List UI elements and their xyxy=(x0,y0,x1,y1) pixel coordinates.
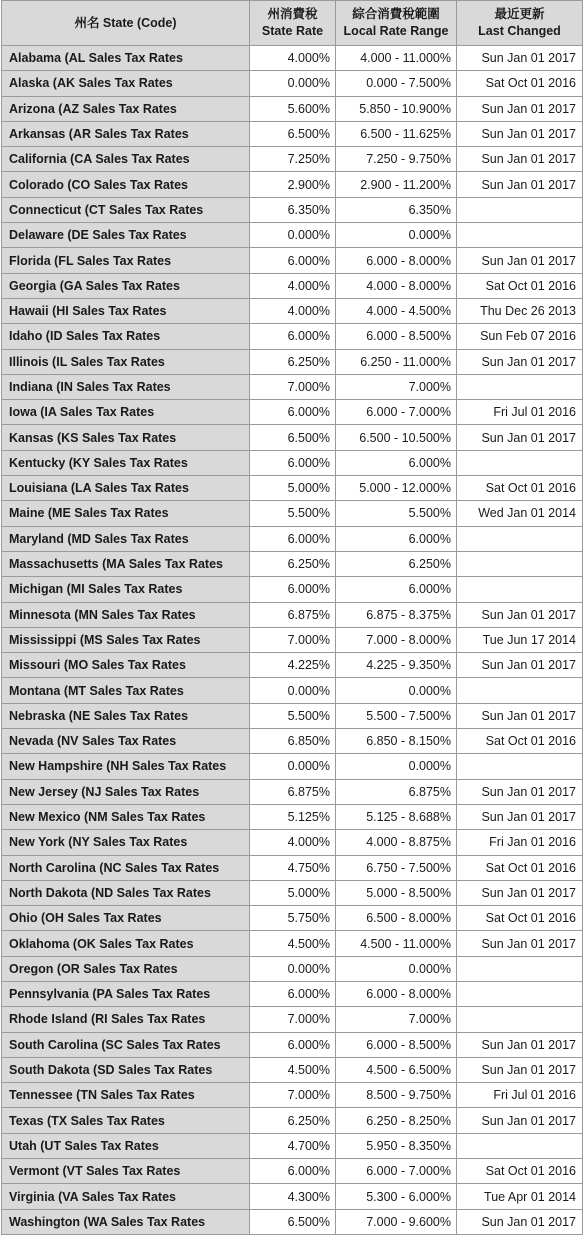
local-rate-range-cell: 7.250 - 9.750% xyxy=(336,147,457,172)
table-row xyxy=(2,248,583,273)
state-rate-cell: 4.700% xyxy=(250,1133,336,1158)
state-rate-cell: 6.350% xyxy=(250,197,336,222)
last-changed-cell: Sat Oct 01 2016 xyxy=(457,273,583,298)
last-changed-cell xyxy=(457,450,583,475)
table-row xyxy=(2,1057,583,1082)
last-changed-cell: Sun Jan 01 2017 xyxy=(457,804,583,829)
local-rate-range-cell: 2.900 - 11.200% xyxy=(336,172,457,197)
local-rate-range-cell: 6.875% xyxy=(336,779,457,804)
table-row xyxy=(2,906,583,931)
state-rate-cell: 0.000% xyxy=(250,223,336,248)
state-name-cell: Florida (FL Sales Tax Rates xyxy=(2,248,250,273)
local-rate-range-cell: 6.350% xyxy=(336,197,457,222)
local-rate-range-cell: 6.850 - 8.150% xyxy=(336,729,457,754)
table-row xyxy=(2,804,583,829)
state-name-cell: Colorado (CO Sales Tax Rates xyxy=(2,172,250,197)
state-rate-cell: 6.850% xyxy=(250,729,336,754)
state-name-cell: Montana (MT Sales Tax Rates xyxy=(2,678,250,703)
last-changed-cell: Thu Dec 26 2013 xyxy=(457,298,583,323)
last-changed-cell: Sun Jan 01 2017 xyxy=(457,425,583,450)
table-row xyxy=(2,1133,583,1158)
local-rate-range-cell: 4.000 - 11.000% xyxy=(336,46,457,71)
local-rate-range-cell: 5.125 - 8.688% xyxy=(336,804,457,829)
state-rate-cell: 4.300% xyxy=(250,1184,336,1209)
last-changed-cell: Sat Oct 01 2016 xyxy=(457,476,583,501)
local-rate-range-cell: 6.000% xyxy=(336,450,457,475)
local-rate-range-cell: 6.000% xyxy=(336,577,457,602)
state-name-cell: Virginia (VA Sales Tax Rates xyxy=(2,1184,250,1209)
last-changed-cell: Sat Oct 01 2016 xyxy=(457,71,583,96)
state-rate-cell: 6.000% xyxy=(250,248,336,273)
table-row xyxy=(2,374,583,399)
table-row xyxy=(2,298,583,323)
state-name-cell: Massachusetts (MA Sales Tax Rates xyxy=(2,551,250,576)
state-name-cell: Mississippi (MS Sales Tax Rates xyxy=(2,627,250,652)
table-row xyxy=(2,830,583,855)
last-changed-cell: Sun Jan 01 2017 xyxy=(457,1209,583,1234)
last-changed-cell xyxy=(457,956,583,981)
table-row xyxy=(2,577,583,602)
state-rate-cell: 5.000% xyxy=(250,880,336,905)
state-rate-cell: 7.000% xyxy=(250,1007,336,1032)
state-name-cell: Michigan (MI Sales Tax Rates xyxy=(2,577,250,602)
state-name-cell: Georgia (GA Sales Tax Rates xyxy=(2,273,250,298)
last-changed-cell xyxy=(457,981,583,1006)
state-rate-cell: 0.000% xyxy=(250,754,336,779)
local-rate-range-cell: 7.000% xyxy=(336,374,457,399)
state-rate-cell: 6.250% xyxy=(250,1108,336,1133)
state-name-cell: Oklahoma (OK Sales Tax Rates xyxy=(2,931,250,956)
table-row xyxy=(2,855,583,880)
state-rate-cell: 7.250% xyxy=(250,147,336,172)
local-rate-range-cell: 0.000% xyxy=(336,754,457,779)
table-row xyxy=(2,729,583,754)
state-rate-cell: 7.000% xyxy=(250,1083,336,1108)
local-rate-range-cell: 4.000 - 4.500% xyxy=(336,298,457,323)
state-name-cell: Iowa (IA Sales Tax Rates xyxy=(2,400,250,425)
state-name-cell: Illinois (IL Sales Tax Rates xyxy=(2,349,250,374)
local-rate-range-cell: 6.250 - 8.250% xyxy=(336,1108,457,1133)
table-row xyxy=(2,450,583,475)
local-rate-range-cell: 6.000 - 8.000% xyxy=(336,248,457,273)
local-rate-range-cell: 7.000% xyxy=(336,1007,457,1032)
last-changed-cell: Wed Jan 01 2014 xyxy=(457,501,583,526)
state-name-cell: South Dakota (SD Sales Tax Rates xyxy=(2,1057,250,1082)
local-rate-range-cell: 5.500% xyxy=(336,501,457,526)
state-rate-cell: 6.000% xyxy=(250,577,336,602)
state-rate-cell: 6.000% xyxy=(250,981,336,1006)
state-name-cell: North Dakota (ND Sales Tax Rates xyxy=(2,880,250,905)
table-row xyxy=(2,71,583,96)
state-rate-cell: 6.500% xyxy=(250,121,336,146)
state-rate-cell: 0.000% xyxy=(250,71,336,96)
state-rate-cell: 4.225% xyxy=(250,653,336,678)
local-rate-range-cell: 5.000 - 8.500% xyxy=(336,880,457,905)
state-rate-cell: 6.000% xyxy=(250,1032,336,1057)
last-changed-cell: Sun Jan 01 2017 xyxy=(457,653,583,678)
state-rate-cell: 4.000% xyxy=(250,46,336,71)
local-rate-range-cell: 0.000% xyxy=(336,678,457,703)
state-name-cell: New Jersey (NJ Sales Tax Rates xyxy=(2,779,250,804)
local-rate-range-cell: 6.000 - 8.000% xyxy=(336,981,457,1006)
state-rate-cell: 4.500% xyxy=(250,931,336,956)
table-row xyxy=(2,931,583,956)
last-changed-cell: Sun Jan 01 2017 xyxy=(457,602,583,627)
last-changed-cell: Sun Feb 07 2016 xyxy=(457,324,583,349)
last-changed-cell: Sun Jan 01 2017 xyxy=(457,1057,583,1082)
state-rate-cell: 5.125% xyxy=(250,804,336,829)
state-rate-cell: 5.500% xyxy=(250,703,336,728)
state-rate-cell: 0.000% xyxy=(250,956,336,981)
local-rate-range-cell: 5.950 - 8.350% xyxy=(336,1133,457,1158)
state-rate-cell: 6.000% xyxy=(250,450,336,475)
state-rate-cell: 6.875% xyxy=(250,779,336,804)
last-changed-cell: Sun Jan 01 2017 xyxy=(457,46,583,71)
state-name-cell: North Carolina (NC Sales Tax Rates xyxy=(2,855,250,880)
state-name-cell: Nevada (NV Sales Tax Rates xyxy=(2,729,250,754)
state-name-cell: South Carolina (SC Sales Tax Rates xyxy=(2,1032,250,1057)
local-rate-range-cell: 6.750 - 7.500% xyxy=(336,855,457,880)
last-changed-cell xyxy=(457,1007,583,1032)
local-rate-range-cell: 8.500 - 9.750% xyxy=(336,1083,457,1108)
state-name-cell: Ohio (OH Sales Tax Rates xyxy=(2,906,250,931)
last-changed-cell: Sun Jan 01 2017 xyxy=(457,1032,583,1057)
state-rate-cell: 6.250% xyxy=(250,349,336,374)
table-row xyxy=(2,425,583,450)
table-row xyxy=(2,1007,583,1032)
local-rate-range-cell: 5.850 - 10.900% xyxy=(336,96,457,121)
table-row xyxy=(2,46,583,71)
table-row xyxy=(2,627,583,652)
local-rate-range-cell: 6.000 - 7.000% xyxy=(336,400,457,425)
last-changed-cell xyxy=(457,374,583,399)
state-name-cell: Hawaii (HI Sales Tax Rates xyxy=(2,298,250,323)
last-changed-cell: Fri Jul 01 2016 xyxy=(457,400,583,425)
local-rate-range-cell: 7.000 - 9.600% xyxy=(336,1209,457,1234)
local-rate-range-cell: 4.000 - 8.875% xyxy=(336,830,457,855)
state-name-cell: Minnesota (MN Sales Tax Rates xyxy=(2,602,250,627)
local-rate-range-cell: 6.500 - 8.000% xyxy=(336,906,457,931)
local-rate-range-cell: 6.000 - 7.000% xyxy=(336,1159,457,1184)
table-header-row xyxy=(2,1,583,46)
state-name-cell: Utah (UT Sales Tax Rates xyxy=(2,1133,250,1158)
last-changed-cell: Sat Oct 01 2016 xyxy=(457,1159,583,1184)
local-rate-range-cell: 6.500 - 10.500% xyxy=(336,425,457,450)
state-name-cell: Missouri (MO Sales Tax Rates xyxy=(2,653,250,678)
last-changed-cell: Sun Jan 01 2017 xyxy=(457,349,583,374)
state-name-cell: Delaware (DE Sales Tax Rates xyxy=(2,223,250,248)
state-name-cell: Texas (TX Sales Tax Rates xyxy=(2,1108,250,1133)
table-row xyxy=(2,400,583,425)
state-rate-cell: 6.500% xyxy=(250,425,336,450)
table-row xyxy=(2,349,583,374)
local-rate-range-cell: 5.000 - 12.000% xyxy=(336,476,457,501)
last-changed-cell: Sun Jan 01 2017 xyxy=(457,880,583,905)
last-changed-column-header: 最近更新 Last Changed xyxy=(457,1,583,46)
state-rate-cell: 4.000% xyxy=(250,273,336,298)
last-changed-cell xyxy=(457,526,583,551)
last-changed-cell: Sun Jan 01 2017 xyxy=(457,1108,583,1133)
last-changed-cell: Sun Jan 01 2017 xyxy=(457,96,583,121)
table-row xyxy=(2,121,583,146)
state-rate-cell: 4.500% xyxy=(250,1057,336,1082)
local-rate-range-cell: 0.000 - 7.500% xyxy=(336,71,457,96)
state-rate-cell: 4.000% xyxy=(250,830,336,855)
last-changed-cell xyxy=(457,223,583,248)
state-name-cell: New Hampshire (NH Sales Tax Rates xyxy=(2,754,250,779)
last-changed-cell: Sun Jan 01 2017 xyxy=(457,703,583,728)
state-name-cell: California (CA Sales Tax Rates xyxy=(2,147,250,172)
state-rate-cell: 4.750% xyxy=(250,855,336,880)
state-rate-cell: 5.500% xyxy=(250,501,336,526)
state-rate-cell: 7.000% xyxy=(250,374,336,399)
table-row xyxy=(2,754,583,779)
state-rate-cell: 6.000% xyxy=(250,526,336,551)
local-rate-range-column-header: 綜合消費稅範圍 Local Rate Range xyxy=(336,1,457,46)
state-name-cell: Connecticut (CT Sales Tax Rates xyxy=(2,197,250,222)
state-rate-column-header: 州消費稅 State Rate xyxy=(250,1,336,46)
table-row xyxy=(2,779,583,804)
state-column-header: 州名 State (Code) xyxy=(2,1,250,46)
last-changed-cell: Sun Jan 01 2017 xyxy=(457,121,583,146)
state-rate-cell: 6.000% xyxy=(250,324,336,349)
last-changed-cell xyxy=(457,1133,583,1158)
table-row xyxy=(2,653,583,678)
local-rate-range-cell: 6.000 - 8.500% xyxy=(336,1032,457,1057)
state-rate-cell: 6.875% xyxy=(250,602,336,627)
last-changed-cell: Sun Jan 01 2017 xyxy=(457,172,583,197)
last-changed-cell xyxy=(457,551,583,576)
local-rate-range-cell: 6.875 - 8.375% xyxy=(336,602,457,627)
table-row xyxy=(2,1159,583,1184)
local-rate-range-cell: 5.300 - 6.000% xyxy=(336,1184,457,1209)
table-row xyxy=(2,1108,583,1133)
state-name-cell: Alaska (AK Sales Tax Rates xyxy=(2,71,250,96)
last-changed-cell: Sun Jan 01 2017 xyxy=(457,147,583,172)
state-rate-cell: 6.250% xyxy=(250,551,336,576)
state-name-cell: New Mexico (NM Sales Tax Rates xyxy=(2,804,250,829)
table-row xyxy=(2,96,583,121)
last-changed-cell xyxy=(457,577,583,602)
table-row xyxy=(2,1184,583,1209)
table-row xyxy=(2,197,583,222)
local-rate-range-cell: 0.000% xyxy=(336,223,457,248)
state-rate-cell: 5.750% xyxy=(250,906,336,931)
local-rate-range-cell: 5.500 - 7.500% xyxy=(336,703,457,728)
state-name-cell: New York (NY Sales Tax Rates xyxy=(2,830,250,855)
table-row xyxy=(2,501,583,526)
table-row xyxy=(2,551,583,576)
state-rate-cell: 6.500% xyxy=(250,1209,336,1234)
local-rate-range-cell: 4.000 - 8.000% xyxy=(336,273,457,298)
last-changed-cell: Tue Apr 01 2014 xyxy=(457,1184,583,1209)
state-name-cell: Tennessee (TN Sales Tax Rates xyxy=(2,1083,250,1108)
last-changed-cell: Sun Jan 01 2017 xyxy=(457,248,583,273)
state-rate-cell: 0.000% xyxy=(250,678,336,703)
table-row xyxy=(2,880,583,905)
table-row xyxy=(2,1032,583,1057)
table-row xyxy=(2,1083,583,1108)
local-rate-range-cell: 0.000% xyxy=(336,956,457,981)
state-rate-cell: 2.900% xyxy=(250,172,336,197)
state-rate-cell: 5.600% xyxy=(250,96,336,121)
table-row xyxy=(2,324,583,349)
last-changed-cell: Fri Jan 01 2016 xyxy=(457,830,583,855)
local-rate-range-cell: 6.250 - 11.000% xyxy=(336,349,457,374)
table-row xyxy=(2,526,583,551)
state-name-cell: Nebraska (NE Sales Tax Rates xyxy=(2,703,250,728)
last-changed-cell: Tue Jun 17 2014 xyxy=(457,627,583,652)
table-row xyxy=(2,678,583,703)
state-rate-cell: 5.000% xyxy=(250,476,336,501)
state-name-cell: Rhode Island (RI Sales Tax Rates xyxy=(2,1007,250,1032)
table-row xyxy=(2,273,583,298)
table-row xyxy=(2,223,583,248)
state-name-cell: Vermont (VT Sales Tax Rates xyxy=(2,1159,250,1184)
local-rate-range-cell: 6.000% xyxy=(336,526,457,551)
sales-tax-table xyxy=(1,0,583,1235)
table-row xyxy=(2,981,583,1006)
table-row xyxy=(2,956,583,981)
local-rate-range-cell: 6.000 - 8.500% xyxy=(336,324,457,349)
table-row xyxy=(2,476,583,501)
last-changed-cell xyxy=(457,754,583,779)
local-rate-range-cell: 6.500 - 11.625% xyxy=(336,121,457,146)
local-rate-range-cell: 6.250% xyxy=(336,551,457,576)
state-name-cell: Idaho (ID Sales Tax Rates xyxy=(2,324,250,349)
state-name-cell: Alabama (AL Sales Tax Rates xyxy=(2,46,250,71)
state-name-cell: Washington (WA Sales Tax Rates xyxy=(2,1209,250,1234)
last-changed-cell xyxy=(457,197,583,222)
state-name-cell: Pennsylvania (PA Sales Tax Rates xyxy=(2,981,250,1006)
local-rate-range-cell: 4.225 - 9.350% xyxy=(336,653,457,678)
state-name-cell: Maine (ME Sales Tax Rates xyxy=(2,501,250,526)
table-row xyxy=(2,147,583,172)
state-name-cell: Indiana (IN Sales Tax Rates xyxy=(2,374,250,399)
state-name-cell: Arkansas (AR Sales Tax Rates xyxy=(2,121,250,146)
local-rate-range-cell: 4.500 - 11.000% xyxy=(336,931,457,956)
state-name-cell: Maryland (MD Sales Tax Rates xyxy=(2,526,250,551)
state-rate-cell: 4.000% xyxy=(250,298,336,323)
local-rate-range-cell: 7.000 - 8.000% xyxy=(336,627,457,652)
last-changed-cell: Sat Oct 01 2016 xyxy=(457,855,583,880)
state-rate-cell: 6.000% xyxy=(250,400,336,425)
last-changed-cell: Sat Oct 01 2016 xyxy=(457,906,583,931)
state-name-cell: Arizona (AZ Sales Tax Rates xyxy=(2,96,250,121)
state-rate-cell: 6.000% xyxy=(250,1159,336,1184)
last-changed-cell: Sun Jan 01 2017 xyxy=(457,779,583,804)
table-row xyxy=(2,1209,583,1234)
last-changed-cell xyxy=(457,678,583,703)
table-row xyxy=(2,602,583,627)
state-rate-cell: 7.000% xyxy=(250,627,336,652)
state-name-cell: Kansas (KS Sales Tax Rates xyxy=(2,425,250,450)
state-name-cell: Oregon (OR Sales Tax Rates xyxy=(2,956,250,981)
last-changed-cell: Sat Oct 01 2016 xyxy=(457,729,583,754)
state-name-cell: Kentucky (KY Sales Tax Rates xyxy=(2,450,250,475)
table-row xyxy=(2,703,583,728)
last-changed-cell: Sun Jan 01 2017 xyxy=(457,931,583,956)
state-name-cell: Louisiana (LA Sales Tax Rates xyxy=(2,476,250,501)
table-row xyxy=(2,172,583,197)
local-rate-range-cell: 4.500 - 6.500% xyxy=(336,1057,457,1082)
last-changed-cell: Fri Jul 01 2016 xyxy=(457,1083,583,1108)
